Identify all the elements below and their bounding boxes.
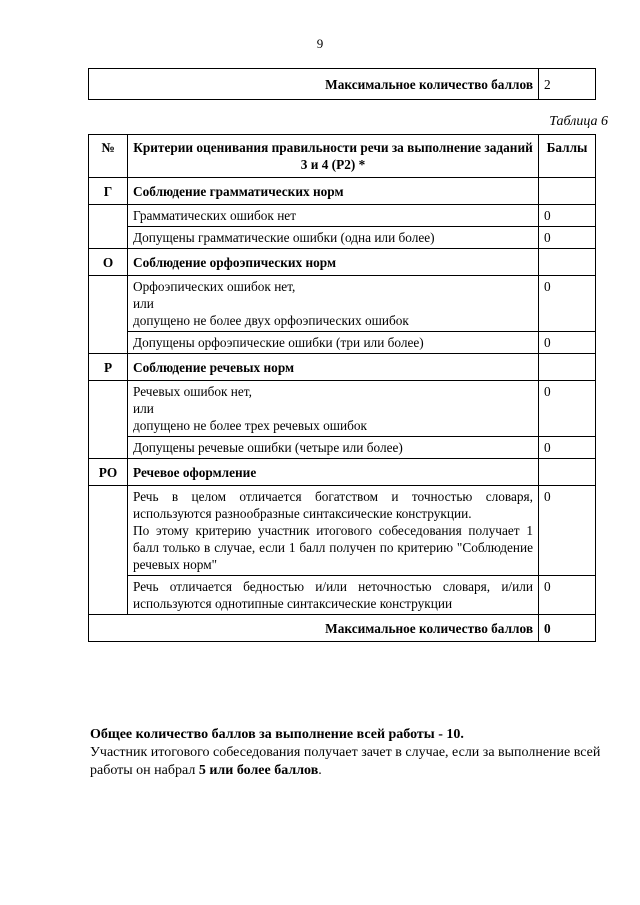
criterion-text [128, 486, 539, 576]
total-score-headline: Общее количество баллов за выполнение всей работы - 10. [90, 727, 464, 742]
section-row-orthoepy [89, 249, 596, 276]
criterion-score: 0 [539, 486, 596, 576]
table-row [89, 486, 596, 576]
criterion-score: 0 [539, 276, 596, 332]
criterion-score: 0 [539, 227, 596, 249]
section-title: Соблюдение орфоэпических норм [128, 249, 539, 276]
criterion-line: или [133, 401, 154, 416]
criterion-text [128, 381, 539, 437]
table-row [89, 576, 596, 615]
criterion-score: 0 [539, 205, 596, 227]
criterion-paragraph: По этому критерию участник итогового собеседования получает 1 балл только в случае, если 1 балл получен по критерию "Соблюдение речевых норм" [133, 523, 533, 572]
criterion-text: Допущены орфоэпические ошибки (три или более) [128, 332, 539, 354]
section-title: Речевое оформление [128, 459, 539, 486]
empty-code-cell [89, 486, 128, 615]
criterion-text [128, 276, 539, 332]
page-number: 9 [316, 36, 324, 51]
criterion-score: 0 [539, 437, 596, 459]
criterion-paragraph: Речь в целом отличается богатством и точностью словаря, используются разнообразные синтаксические конструкции. [133, 489, 533, 521]
speech-criteria-table [88, 134, 596, 642]
section-code: Г [89, 178, 128, 205]
section-score [539, 354, 596, 381]
pass-condition-part1: Участник итогового собеседования получает зачет в случае, если за выполнение всей работы он набрал [90, 745, 601, 778]
section-title: Соблюдение речевых норм [128, 354, 539, 381]
table-header-row [89, 135, 596, 178]
table-row [89, 276, 596, 332]
criterion-line: Речевых ошибок нет, [133, 384, 252, 399]
table-row [89, 381, 596, 437]
table-row [89, 332, 596, 354]
header-criteria: Критерии оценивания правильности речи за выполнение заданий 3 и 4 (Р2) * [128, 135, 539, 178]
criterion-text: Допущены речевые ошибки (четыре или более) [128, 437, 539, 459]
max-score-row [89, 615, 596, 642]
table-row [89, 227, 596, 249]
section-score [539, 178, 596, 205]
criterion-score: 0 [539, 381, 596, 437]
criterion-text: Речь отличается бедностью и/или неточностью словаря, и/или используются однотипные синтаксические конструкции [128, 576, 539, 615]
section-row-speech-norms [89, 354, 596, 381]
table-row [89, 205, 596, 227]
section-score [539, 249, 596, 276]
footer-summary [90, 726, 612, 780]
empty-code-cell [89, 276, 128, 354]
pass-threshold: 5 или более баллов [198, 763, 319, 778]
criterion-line: допущено не более двух орфоэпических ошибок [133, 313, 409, 328]
max-score-summary-table [88, 68, 596, 100]
table-caption: Таблица 6 [549, 114, 608, 129]
criterion-text: Грамматических ошибок нет [128, 205, 539, 227]
criterion-line: или [133, 296, 154, 311]
header-number: № [89, 135, 128, 178]
max-score-value: 0 [539, 615, 596, 642]
max-score-label: Максимальное количество баллов [89, 69, 539, 100]
section-row-speech-design [89, 459, 596, 486]
criterion-score: 0 [539, 332, 596, 354]
criterion-text: Допущены грамматические ошибки (одна или более) [128, 227, 539, 249]
section-code: О [89, 249, 128, 276]
empty-code-cell [89, 205, 128, 249]
section-score [539, 459, 596, 486]
max-score-value: 2 [539, 69, 596, 100]
criterion-line: допущено не более трех речевых ошибок [133, 418, 367, 433]
section-row-grammar [89, 178, 596, 205]
section-code: Р [89, 354, 128, 381]
pass-condition-text [90, 744, 612, 780]
criterion-line: Орфоэпических ошибок нет, [133, 279, 296, 294]
max-score-label: Максимальное количество баллов [89, 615, 539, 642]
header-score: Баллы [539, 135, 596, 178]
section-code: РО [89, 459, 128, 486]
section-title: Соблюдение грамматических норм [128, 178, 539, 205]
table-row [89, 437, 596, 459]
criterion-score: 0 [539, 576, 596, 615]
empty-code-cell [89, 381, 128, 459]
pass-condition-end: . [318, 763, 322, 778]
